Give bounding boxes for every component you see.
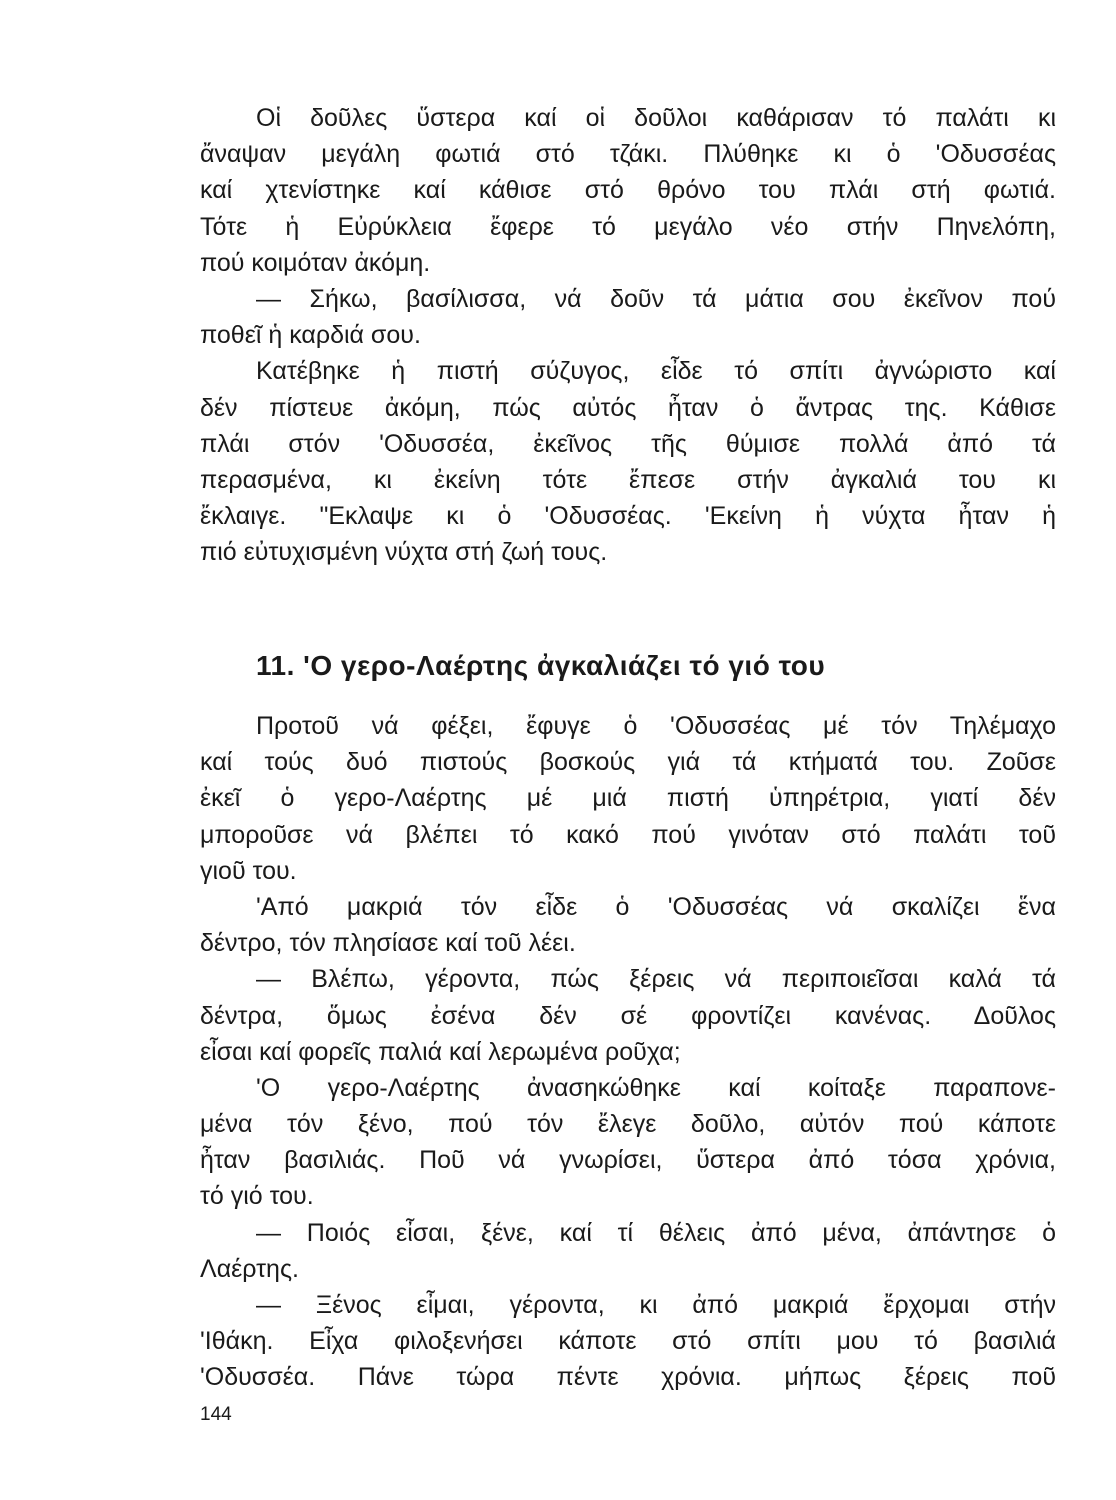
text-line: 'Οδυσσέα. Πάνε τώρα πέντε χρόνια. μήπως ξέρεις ποῦ [200, 1363, 1056, 1392]
text-line: — Ξένος εἶμαι, γέροντα, κι ἀπό μακριά ἔρχομαι στήν [256, 1291, 1056, 1319]
text-line: Τότε ἡ Εὐρύκλεια ἔφερε τό μεγάλο νέο στήν Πηνελόπη, [200, 212, 1056, 241]
text-line: μένα τόν ξένο, πού τόν ἔλεγε δοῦλο, αὐτόν πού κάποτε [200, 1110, 1056, 1139]
text-line: 'Ιθάκη. Εἶχα φιλοξενήσει κάποτε στό σπίτι μου τό βασιλιά [200, 1327, 1056, 1356]
text-line: ἐκεῖ ὁ γερο-Λαέρτης μέ μιά πιστή ὑπηρέτρια, γιατί δέν [200, 784, 1056, 813]
text-line: καί τούς δυό πιστούς βοσκούς γιά τά κτήματά του. Ζοῦσε [200, 748, 1056, 777]
text-line: δέντρο, τόν πλησίασε καί τοῦ λέει. [200, 929, 576, 958]
text-line: — Ποιός εἶσαι, ξένε, καί τί θέλεις ἀπό μένα, ἀπάντησε ὁ [256, 1218, 1056, 1247]
text-line: περασμένα, κι ἐκείνη τότε ἔπεσε στήν ἀγκαλιά του κι [200, 465, 1056, 494]
text-line: Προτοῦ νά φέξει, ἔφυγε ὁ 'Οδυσσέας μέ τόν Τηλέμαχο [256, 712, 1056, 740]
section-2-text [200, 708, 1056, 1396]
text-line: ἦταν βασιλιάς. Ποῦ νά γνωρίσει, ὕστερα ἀπό τόσα χρόνια, [200, 1146, 1056, 1175]
text-line: 'Από μακριά τόν εἶδε ὁ 'Οδυσσέας νά σκαλίζει ἕνα [256, 892, 1056, 921]
text-line: τό γιό του. [200, 1182, 314, 1211]
text-line: Οἱ δοῦλες ὕστερα καί οἱ δοῦλοι καθάρισαν τό παλάτι κι [256, 104, 1056, 132]
chapter-heading: 11. 'Ο γερο-Λαέρτης ἀγκαλιάζει τό γιό του [256, 650, 826, 681]
text-line: ἔκλαιγε. "Εκλαψε κι ὁ 'Οδυσσέας. 'Εκείνη ἡ νύχτα ἦταν ἡ [200, 502, 1056, 531]
text-line: Λαέρτης. [200, 1254, 299, 1283]
text-line: καί χτενίστηκε καί κάθισε στό θρόνο του πλάι στή φωτιά. [200, 176, 1056, 205]
text-line: γιοῦ του. [200, 856, 297, 885]
text-line: πιό εὐτυχισμένη νύχτα στή ζωή τους. [200, 538, 608, 567]
text-line: μποροῦσε νά βλέπει τό κακό πού γινόταν στό παλάτι τοῦ [200, 820, 1056, 849]
text-line: εἶσαι καί φορεῖς παλιά καί λερωμένα ροῦχα; [200, 1037, 681, 1066]
text-line: πλάι στόν 'Οδυσσέα, ἐκεῖνος τῆς θύμισε πολλά ἀπό τά [200, 429, 1056, 458]
text-line: δέν πίστευε ἀκόμη, πώς αὐτός ἦταν ὁ ἄντρας της. Κάθισε [200, 393, 1056, 422]
page-number: 144 [200, 1404, 232, 1425]
text-line: — Βλέπω, γέροντα, πώς ξέρεις νά περιποιεῖσαι καλά τά [256, 965, 1056, 994]
text-line: ἄναψαν μεγάλη φωτιά στό τζάκι. Πλύθηκε κι ὁ 'Οδυσσέας [200, 140, 1056, 169]
text-line: ποθεῖ ἡ καρδιά σου. [200, 321, 421, 350]
text-line: δέντρα, ὅμως ἐσένα δέν σέ φροντίζει κανένας. Δοῦλος [200, 1001, 1056, 1030]
text-line: 'Ο γερο-Λαέρτης ἀνασηκώθηκε καί κοίταξε παραπονε- [256, 1073, 1056, 1102]
text-line: Κατέβηκε ἡ πιστή σύζυγος, εἶδε τό σπίτι ἀγνώριστο καί [256, 357, 1056, 386]
text-line: πού κοιμόταν ἀκόμη. [200, 248, 431, 277]
text-line: — Σήκω, βασίλισσα, νά δοῦν τά μάτια σου ἐκεῖνον πού [256, 284, 1056, 313]
section-1-text [200, 100, 1056, 570]
